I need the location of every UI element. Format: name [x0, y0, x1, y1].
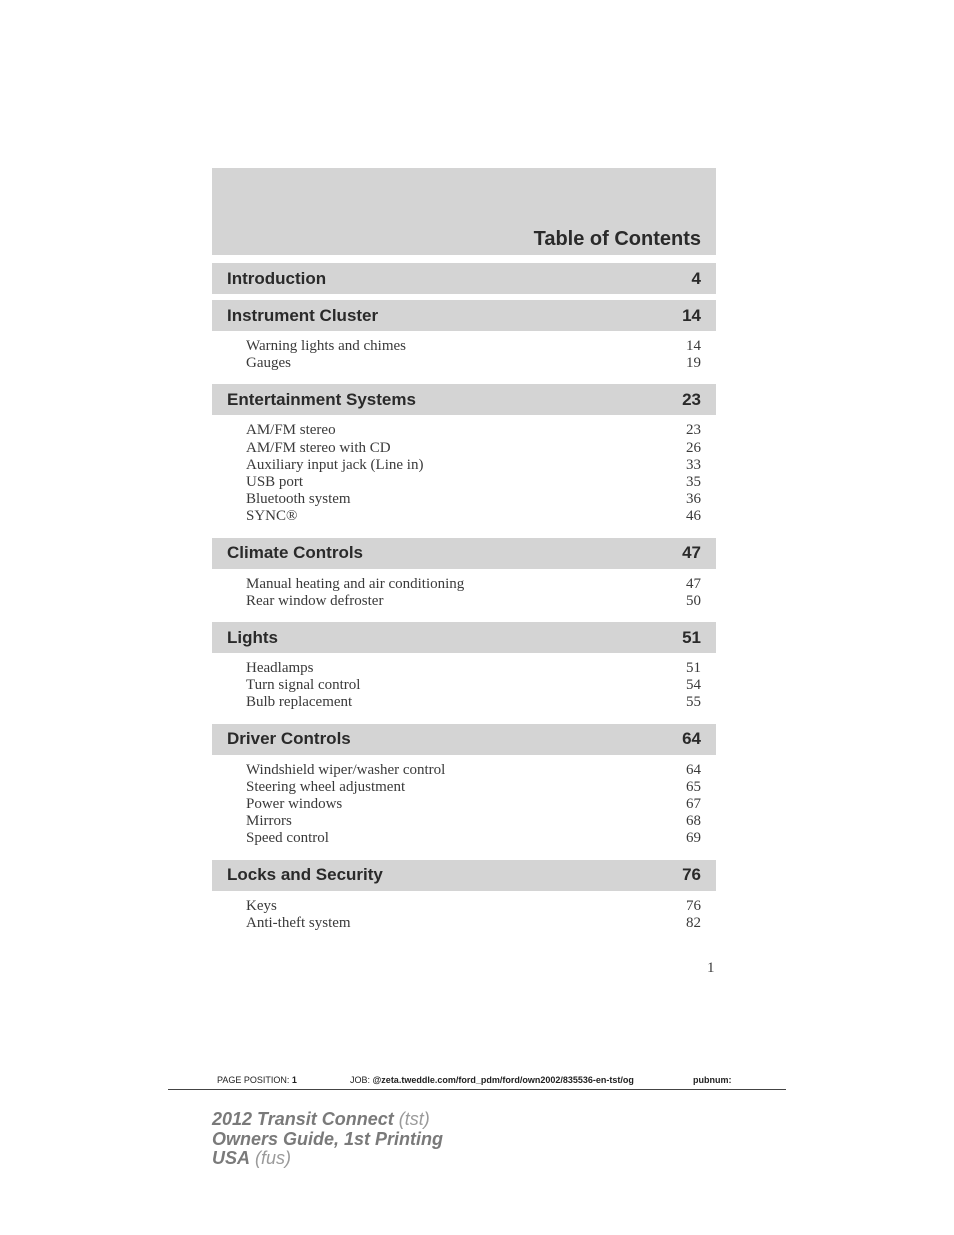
entry-label: Power windows	[246, 796, 343, 813]
entry-page: 36	[686, 491, 701, 508]
toc-entry[interactable]	[246, 355, 701, 372]
entry-page: 46	[686, 508, 701, 525]
toc-entry[interactable]	[246, 830, 701, 847]
section-title: Entertainment Systems	[227, 389, 416, 409]
toc-section-header[interactable]	[212, 263, 716, 294]
toc-entry[interactable]	[246, 677, 701, 694]
toc-entry-list	[212, 331, 716, 378]
toc-entry[interactable]	[246, 474, 701, 491]
section-title: Driver Controls	[227, 729, 351, 749]
toc-section-header[interactable]	[212, 622, 716, 653]
entry-page: 65	[686, 778, 701, 795]
section-page: 4	[691, 268, 701, 288]
footer-page-position: PAGE POSITION: 1	[217, 1075, 297, 1085]
entry-page: 14	[686, 338, 701, 354]
entry-label: Manual heating and air conditioning	[246, 575, 465, 592]
entry-page: 67	[686, 796, 701, 813]
section-title: Instrument Cluster	[227, 305, 379, 325]
entry-label: Windshield wiper/washer control	[246, 761, 446, 778]
toc-entry-list	[212, 415, 716, 531]
section-title: Lights	[227, 627, 278, 647]
entry-label: Headlamps	[246, 660, 314, 677]
section-page: 64	[682, 729, 701, 749]
toc-entry-list	[212, 755, 716, 854]
toc-section-header[interactable]	[212, 384, 716, 415]
section-page: 23	[682, 389, 701, 409]
entry-page: 64	[686, 761, 701, 778]
footer-job: JOB: @zeta.tweddle.com/ford_pdm/ford/own2002/835536-en-tst/og	[350, 1075, 634, 1085]
toc-entry[interactable]	[246, 440, 701, 457]
toc-section-header[interactable]	[212, 538, 716, 569]
footer-pubnum: pubnum:	[693, 1075, 732, 1085]
toc-entry[interactable]	[246, 660, 701, 677]
table-of-contents	[212, 168, 716, 938]
toc-entry-list	[212, 891, 716, 938]
toc-entry[interactable]	[246, 694, 701, 711]
toc-entry[interactable]	[246, 915, 701, 932]
toc-entry[interactable]	[246, 338, 701, 355]
entry-page: 50	[686, 592, 701, 609]
entry-label: USB port	[246, 474, 304, 491]
section-title: Introduction	[227, 268, 327, 288]
entry-page: 55	[686, 694, 701, 711]
section-page: 47	[682, 543, 701, 563]
toc-entry[interactable]	[246, 422, 701, 439]
entry-label: Speed control	[246, 830, 329, 847]
toc-entry[interactable]	[246, 508, 701, 525]
footer-divider	[168, 1089, 786, 1090]
entry-label: Anti-theft system	[246, 914, 351, 931]
entry-label: SYNC®	[246, 508, 298, 525]
entry-label: Bluetooth system	[246, 491, 351, 508]
toc-entry-list	[212, 569, 716, 616]
publication-line-1: 2012 Transit Connect (tst)	[212, 1109, 430, 1129]
entry-page: 35	[686, 474, 701, 491]
publication-line-3: USA (fus)	[212, 1148, 292, 1168]
toc-entry[interactable]	[246, 762, 701, 779]
entry-page: 82	[686, 914, 701, 931]
publication-info	[212, 1110, 443, 1169]
entry-label: Turn signal control	[246, 677, 361, 694]
entry-label: Mirrors	[246, 813, 292, 830]
entry-label: Auxiliary input jack (Line in)	[246, 456, 424, 473]
toc-sections	[212, 255, 716, 938]
section-title: Climate Controls	[227, 543, 364, 563]
entry-page: 76	[686, 897, 701, 914]
entry-page: 51	[686, 660, 701, 677]
toc-entry[interactable]	[246, 457, 701, 474]
toc-entry[interactable]	[246, 593, 701, 610]
publication-line-2: Owners Guide, 1st Printing	[212, 1128, 444, 1149]
entry-page: 68	[686, 813, 701, 830]
section-page: 76	[682, 865, 701, 885]
entry-label: Bulb replacement	[246, 694, 353, 711]
toc-entry[interactable]	[246, 796, 701, 813]
entry-page: 33	[686, 456, 701, 473]
entry-page: 54	[686, 677, 701, 694]
entry-page: 23	[686, 422, 701, 439]
section-title: Locks and Security	[227, 865, 383, 885]
toc-section-header[interactable]	[212, 300, 716, 331]
section-page: 14	[682, 305, 701, 325]
entry-label: Rear window defroster	[246, 592, 384, 609]
entry-page: 19	[686, 355, 701, 372]
section-page: 51	[682, 627, 701, 647]
entry-label: Gauges	[246, 355, 291, 372]
entry-page: 69	[686, 830, 701, 847]
entry-page: 26	[686, 439, 701, 456]
page-number: 1	[707, 960, 715, 976]
toc-entry[interactable]	[246, 576, 701, 593]
toc-entry[interactable]	[246, 779, 701, 796]
entry-page: 47	[686, 575, 701, 592]
toc-section-header[interactable]	[212, 724, 716, 755]
toc-entry[interactable]	[246, 898, 701, 915]
toc-entry[interactable]	[246, 813, 701, 830]
entry-label: Warning lights and chimes	[246, 338, 407, 354]
toc-section-header[interactable]	[212, 860, 716, 891]
entry-label: AM/FM stereo with CD	[246, 439, 391, 456]
entry-label: Keys	[246, 897, 277, 914]
entry-label: AM/FM stereo	[246, 422, 336, 439]
toc-header	[212, 168, 716, 255]
toc-title: Table of Contents	[533, 228, 701, 250]
toc-entry-list	[212, 653, 716, 718]
entry-label: Steering wheel adjustment	[246, 778, 406, 795]
toc-entry[interactable]	[246, 491, 701, 508]
